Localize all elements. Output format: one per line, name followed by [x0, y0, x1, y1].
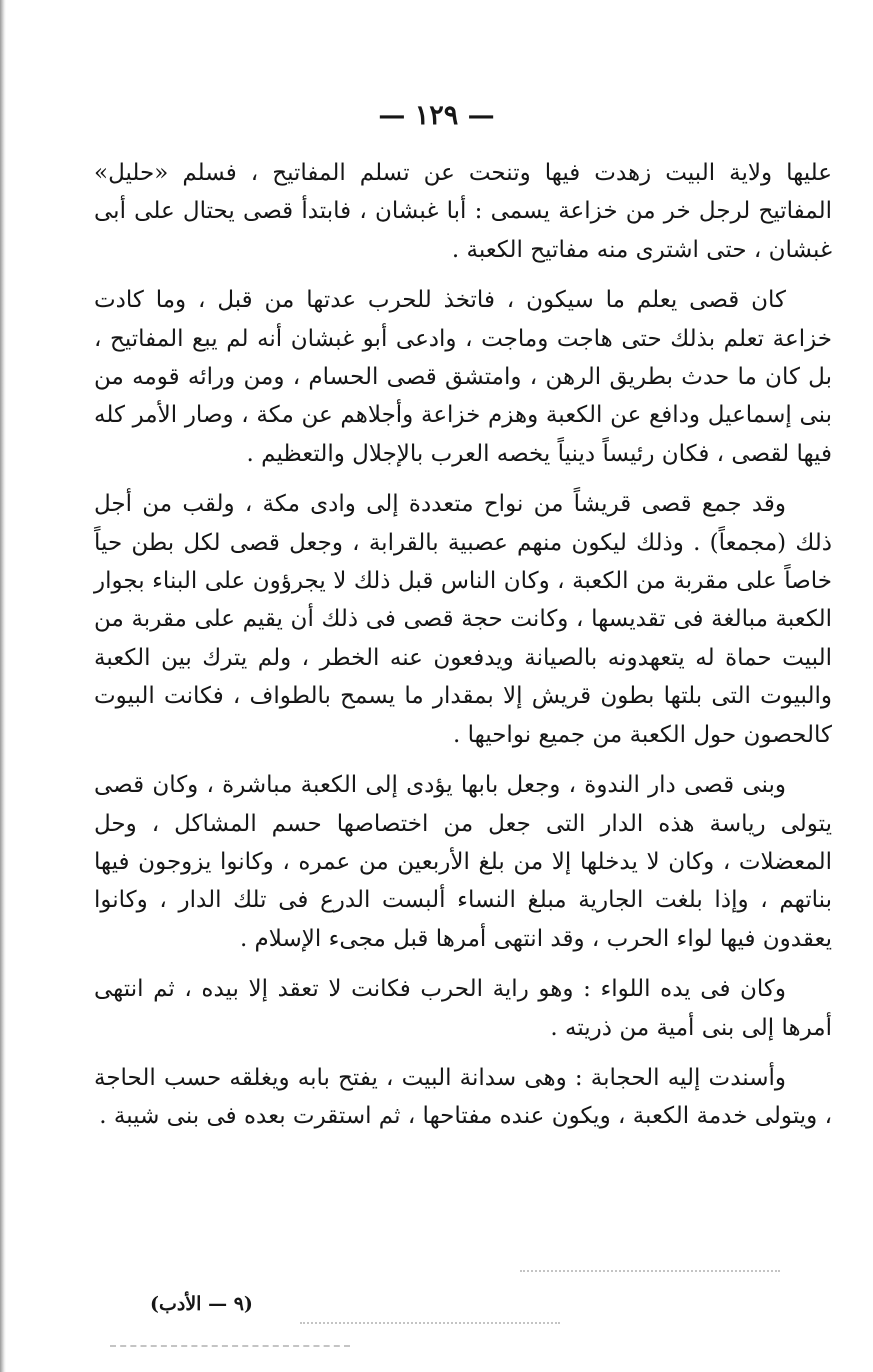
body-text [94, 154, 832, 1136]
paragraph-1: عليها ولاية البيت زهدت فيها وتنحت عن تسلم المفاتيح ، فسلم «حليل» المفاتيح لرجل خر من خزاعة يسمى : أبا غبشان ، فابتدأ قصى يحتال على أبى غبشان ، حتى اشترى منه مفاتيح الكعبة . [94, 160, 832, 263]
paragraph-6: وأسندت إليه الحجابة : وهى سدانة البيت ، يفتح بابه ويغلقه حسب الحاجة ، ويتولى خدمة الكعبة ، ويكون عنده مفتاحها ، ثم استقرت بعده فى بنى شيبة . [94, 1064, 832, 1130]
signature-mark: (٩ — الأدب) [150, 1293, 253, 1315]
paragraph-2: كان قصى يعلم ما سيكون ، فاتخذ للحرب عدتها من قبل ، وما كادت خزاعة تعلم بذلك حتى هاجت وماجت ، وادعى أبو غبشان أنه لم يبع المفاتيح ، بل كان ما حدث بطريق الرهن ، وامتشق قصى الحسام ، ومن ورائه قومه من بنى إسماعيل ودافع عن الكعبة وهزم خزاعة وأجلاهم عن مكة ، وصار الأمر كله فيها لقصى ، فكان رئيساً دينياً يخصه العرب بالإجلال والتعظيم . [94, 287, 832, 467]
bleed-through-mark [110, 1345, 350, 1349]
scan-edge [0, 0, 6, 1372]
bleed-through-mark [300, 1322, 560, 1326]
page-number: — ١٢٩ — [378, 100, 495, 131]
paragraph-5: وكان فى يده اللواء : وهو راية الحرب فكانت لا تعقد إلا بيده ، ثم انتهى أمرها إلى بنى أمية من ذريته . [94, 976, 832, 1041]
paragraph-3: وقد جمع قصى قريشاً من نواح متعددة إلى وادى مكة ، ولقب من أجل ذلك (مجمعاً) . وذلك ليكون منهم عصبية بالقرابة ، وجعل قصى لكل بطن حياً خاصاً على مقربة من الكعبة ، وكان الناس قبل ذلك لا يجرؤون على البناء بجوار الكعبة مبالغة فى تقديسها ، وكانت حجة قصى فى ذلك أن يقيم على مقربة من البيت حماة له يتعهدونه بالصيانة ويدفعون عنه الخطر ، ولم يترك بين الكعبة والبيوت التى بلتها بطون قريش إلا بمقدار ما يسمح بالطواف ، فكانت البيوت كالحصون حول الكعبة من جميع نواحيها . [94, 491, 832, 748]
paragraph-4: وبنى قصى دار الندوة ، وجعل بابها يؤدى إلى الكعبة مباشرة ، وكان قصى يتولى رياسة هذه الدار التى جعل من اختصاصها حسم المشاكل ، وحل المعضلات ، وكان لا يدخلها إلا من بلغ الأربعين من عمره ، وكانوا يزوجون فيها بناتهم ، وإذا بلغت الجارية مبلغ النساء ألبست الدرع فى تلك الدار ، وكانوا يعقدون فيها لواء الحرب ، وقد انتهى أمرها قبل مجىء الإسلام . [94, 772, 832, 952]
bleed-through-mark [520, 1270, 780, 1274]
